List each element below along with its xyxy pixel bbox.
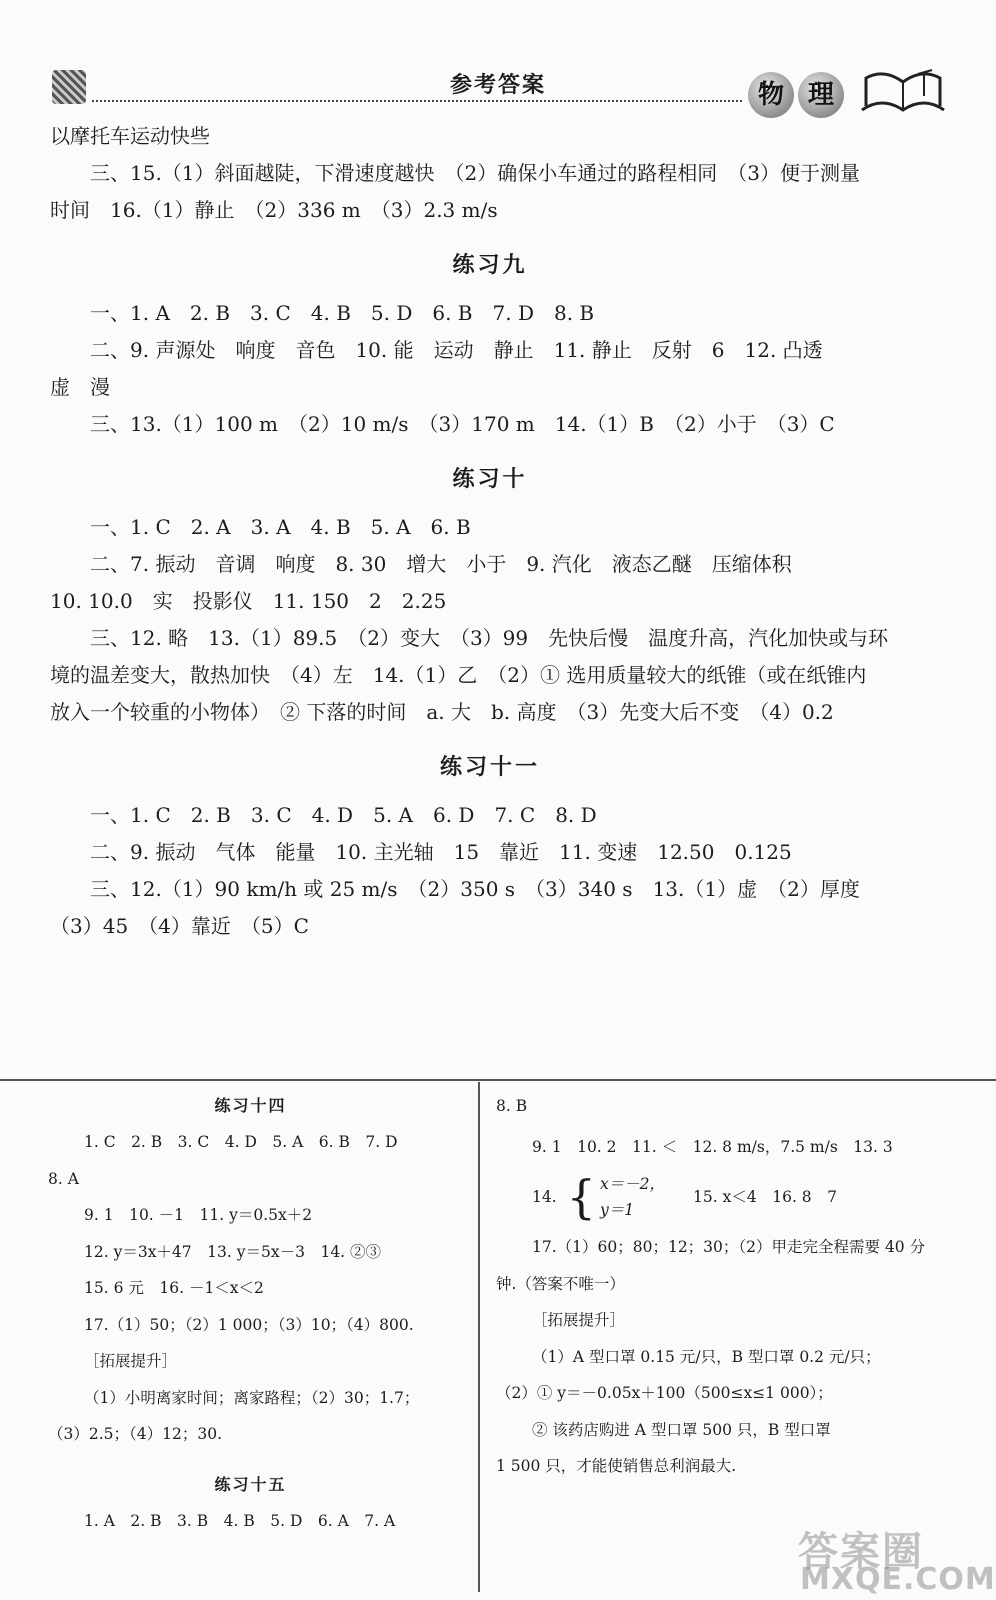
- equation-system-line: [496, 1165, 916, 1229]
- subject-badge-1: 物: [748, 72, 794, 118]
- answer-line: 三、15.（1）斜面越陡，下滑速度越快 （2）确保小车通过的路程相同 （3）便于测量: [90, 161, 860, 185]
- section-title: 练习十五: [214, 1474, 287, 1494]
- answer-line: 12. y＝3x＋47 13. y＝5x－3 14. ②③: [84, 1242, 382, 1261]
- header-title: 参考答案: [449, 72, 546, 98]
- answer-line: 8. B: [496, 1097, 528, 1115]
- answer-line: ［拓展提升］: [84, 1352, 178, 1370]
- page-header: [0, 0, 996, 130]
- question-number: 14.: [532, 1187, 557, 1206]
- answer-line: 钟.（答案不唯一）: [496, 1274, 625, 1293]
- answer-line: 三、12.（1）90 km/h 或 25 m/s （2）350 s （3）340 s 13.（1）虚 （2）厚度: [90, 877, 860, 901]
- answer-line: 1. C 2. B 3. C 4. D 5. A 6. B 7. D: [84, 1133, 398, 1151]
- answer-line: 放入一个较重的小物体） ② 下落的时间 a. 大 b. 高度 （3）先变大后不变 （4）0.2: [50, 700, 834, 724]
- answer-line: 8. A: [48, 1169, 79, 1188]
- answer-line: 17.（1）60；80；12；30；（2）甲走完全程需要 40 分: [532, 1238, 926, 1256]
- answer-line: 一、1. C 2. B 3. C 4. D 5. A 6. D 7. C 8. D: [90, 803, 597, 827]
- upper-answers: [50, 118, 930, 945]
- answer-text: 15. x＜4 16. 8 7: [693, 1187, 838, 1206]
- answer-line: （3）2.5；（4）12；30.: [48, 1425, 222, 1443]
- header-dotted-rule: [92, 100, 742, 102]
- equation-x: x＝－2，: [599, 1175, 666, 1193]
- answer-line: 虚 漫: [50, 375, 110, 399]
- section-title: 练习十四: [214, 1096, 287, 1115]
- answer-line: 以摩托车运动快些: [50, 124, 210, 148]
- answer-line: 境的温差变大，散热加快 （4）左 14.（1）乙 （2）① 选用质量较大的纸锥（或在纸锥内: [50, 663, 867, 687]
- open-book-icon: [858, 66, 948, 116]
- answer-line: 时间 16.（1）静止 （2）336 m （3）2.3 m/s: [50, 198, 498, 222]
- answer-line: 一、1. A 2. B 3. C 4. B 5. D 6. B 7. D 8. B: [90, 301, 595, 325]
- section-title: 练习九: [452, 252, 528, 278]
- answer-line: 一、1. C 2. A 3. A 4. B 5. A 6. B: [90, 515, 471, 539]
- horizontal-divider: [0, 1079, 996, 1081]
- right-column: [496, 1088, 926, 1485]
- answer-line: 1 500 只，才能使销售总利润最大.: [496, 1457, 737, 1475]
- answer-line: ② 该药店购进 A 型口罩 500 只，B 型口罩: [532, 1420, 831, 1439]
- answer-line: 10. 10.0 实 投影仪 11. 150 2 2.25: [50, 589, 447, 613]
- answer-line: ［拓展提升］: [532, 1311, 626, 1329]
- watermark-url: MXQE.COM: [800, 1562, 996, 1597]
- section-title: 练习十: [452, 466, 528, 492]
- answer-line: （3）45 （4）靠近 （5）C: [50, 914, 309, 938]
- answer-line: 二、9. 振动 气体 能量 10. 主光轴 15 靠近 11. 变速 12.50 0.125: [90, 840, 792, 864]
- answer-line: 二、7. 振动 音调 响度 8. 30 增大 小于 9. 汽化 液态乙醚 压缩体积: [90, 552, 792, 576]
- left-brace-icon: {: [566, 1170, 596, 1224]
- answer-line: 1. A 2. B 3. B 4. B 5. D 6. A 7. A: [84, 1511, 396, 1530]
- answer-line: 三、13.（1）100 m （2）10 m/s （3）170 m 14.（1）B （2）小于 （3）C: [90, 412, 835, 436]
- column-divider: [478, 1082, 480, 1592]
- section-title: 练习十一: [439, 754, 540, 780]
- answer-line: 二、9. 声源处 响度 音色 10. 能 运动 静止 11. 静止 反射 6 12. 凸透: [90, 338, 823, 362]
- watermark-logo: 答案圈: [798, 1529, 924, 1575]
- equation-y: y＝1: [599, 1201, 635, 1219]
- answer-line: 9. 1 10. 2 11. ＜ 12. 8 m/s，7.5 m/s 13. 3: [532, 1137, 893, 1156]
- answer-line: 9. 1 10. －1 11. y＝0.5x＋2: [84, 1206, 313, 1224]
- answer-line: （1）小明离家时间；离家路程；（2）30；1.7；: [84, 1388, 420, 1407]
- equation-system: [600, 1171, 665, 1223]
- answer-line: 17.（1）50；（2）1 000；（3）10；（4）800.: [84, 1315, 414, 1334]
- left-column: [48, 1088, 453, 1539]
- subject-badge-2: 理: [798, 72, 844, 118]
- answer-line: （2）① y＝－0.05x＋100（500≤x≤1 000）；: [496, 1384, 833, 1402]
- answer-line: （1）A 型口罩 0.15 元/只，B 型口罩 0.2 元/只；: [532, 1347, 881, 1366]
- answer-line: 三、12. 略 13.（1）89.5 （2）变大 （3）99 先快后慢 温度升高，汽化加快或与环: [90, 626, 889, 650]
- answer-line: 15. 6 元 16. －1＜x＜2: [84, 1279, 264, 1297]
